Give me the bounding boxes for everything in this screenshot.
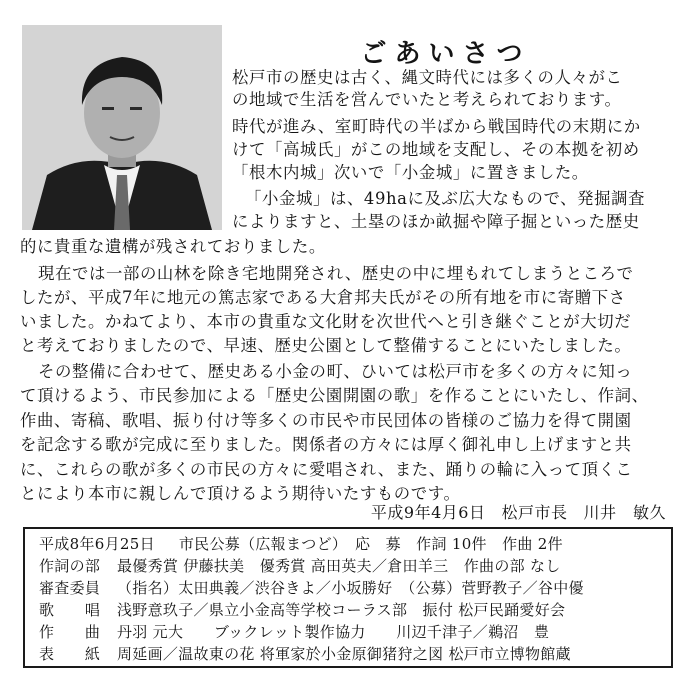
body-line: 松戸市の歴史は古く、縄文時代には多くの人々がこ bbox=[232, 68, 623, 87]
body-line: けて「高城氏」がこの地域を支配し、その本拠を初め bbox=[232, 140, 640, 159]
credits-label: 作 曲 bbox=[39, 623, 101, 641]
body-line: 時代が進み、室町時代の半ばから戦国時代の末期にか bbox=[232, 117, 641, 136]
body-line: 「小金城」は、49haに及ぶ広大なもので、発掘調査 bbox=[245, 189, 646, 208]
page-title: ごあいさつ bbox=[360, 39, 531, 69]
body-line: その整備に合わせて、歴史ある小金の町、ひいては松戸市を多くの方々に知っ bbox=[38, 362, 633, 381]
signature-name: 川井 敏久 bbox=[583, 503, 666, 522]
credits-row bbox=[39, 601, 565, 619]
credits-row bbox=[39, 623, 549, 641]
body-line: によりますと、土塁のほか畝掘や障子掘といった歴史 bbox=[232, 212, 640, 231]
body-line: に、これらの歌が多くの市民の方々に愛唱され、また、踊りの輪に入って頂くこ bbox=[20, 460, 633, 479]
credits-text: 丹羽 元大 ブックレット製作協力 川辺千津子／鵜沼 豊 bbox=[117, 623, 550, 641]
signature-role: 松戸市長 bbox=[501, 503, 568, 522]
body-line: 作曲、寄稿、歌唱、振り付け等多くの市民や市民団体の皆様のご協力を得て開園 bbox=[20, 411, 632, 430]
body-line: の地域で生活を営んでいたと考えられております。 bbox=[232, 90, 622, 109]
body-line: したが、平成7年に地元の篤志家である大倉邦夫氏がその所有地を市に寄贈下さ bbox=[20, 288, 626, 307]
body-line: とにより本市に親しんで頂けるよう期待いたすものです。 bbox=[20, 484, 461, 503]
body-line: を記念する歌が完成に至りました。関係者の方々には厚く御礼申し上げますと共 bbox=[20, 435, 632, 454]
credits-text: 浅野意玖子／県立小金高等学校コーラス部 振付 松戸民踊愛好会 bbox=[117, 601, 566, 619]
credits-text: 周延画／温故東の花 将軍家於小金原御猪狩之図 松戸市立博物館蔵 bbox=[117, 645, 571, 663]
credits-row bbox=[39, 645, 571, 663]
body-line: 現在では一部の山林を除き宅地開発され、歴史の中に埋もれてしまうところで bbox=[38, 264, 634, 283]
body-line: 的に貴重な遺構が残されておりました。 bbox=[20, 237, 326, 256]
credits-text: 市民公募（広報まつど） 応 募 作詞 10件 作曲 2件 bbox=[178, 535, 563, 553]
signature-date: 平成9年4月6日 bbox=[370, 503, 486, 522]
body-line: いました。かねてより、本市の貴重な文化財を次世代へと引き継ぐことが大切だ bbox=[20, 312, 632, 331]
signature bbox=[355, 500, 666, 523]
credits-row bbox=[39, 579, 584, 597]
credits-text: 最優秀賞 伊藤扶美 優秀賞 高田英夫／倉田羊三 作曲の部 なし bbox=[117, 557, 561, 575]
body-line: 「根木内城」次いで「小金城」に置きました。 bbox=[232, 163, 589, 182]
credits-box bbox=[23, 527, 673, 668]
credits-label: 表 紙 bbox=[39, 645, 101, 663]
body-line: て頂けるよう、市民参加による「歴史公園開園の歌」を作ることにいたし、作詞、 bbox=[20, 386, 649, 405]
credits-row bbox=[39, 557, 561, 575]
credits-text: （指名）太田典義／渋谷きよ／小坂勝好 （公募）菅野教子／谷中優 bbox=[117, 579, 584, 597]
credits-label: 作詞の部 bbox=[39, 557, 101, 575]
body-line: と考えておりましたので、早速、歴史公園として整備することにいたしました。 bbox=[20, 336, 632, 355]
credits-label: 歌 唱 bbox=[39, 601, 101, 619]
credits-label: 平成8年6月25日 bbox=[39, 535, 155, 553]
credits-label: 審査委員 bbox=[39, 579, 101, 597]
credits-row bbox=[39, 535, 563, 553]
